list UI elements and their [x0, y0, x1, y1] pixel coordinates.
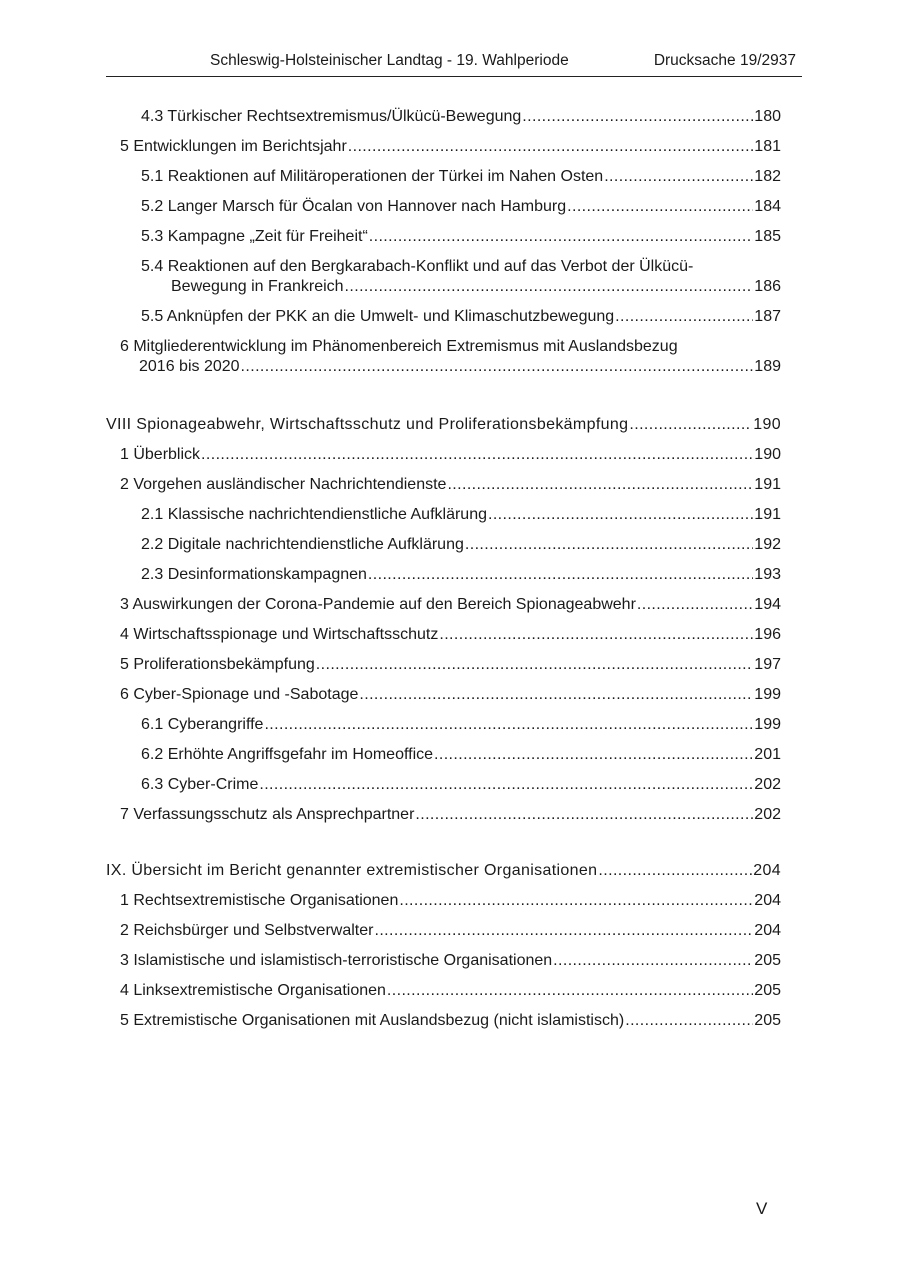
toc-entry-title: 7 Verfassungsschutz als Ansprechpartner	[120, 806, 415, 823]
page-header	[106, 52, 802, 74]
toc-entry-page: 204	[754, 922, 781, 939]
toc-entry-page: 196	[754, 626, 781, 643]
toc-leader	[359, 686, 753, 704]
toc-entry-title: 5 Entwicklungen im Berichtsjahr	[120, 138, 347, 155]
toc-entry[interactable]	[120, 982, 781, 1000]
toc-entry-page: 199	[754, 686, 781, 703]
toc-entry[interactable]	[141, 228, 781, 246]
toc-entry[interactable]	[141, 776, 781, 794]
toc-entry[interactable]	[120, 952, 781, 970]
toc-leader	[553, 952, 753, 970]
toc-entry[interactable]	[120, 892, 781, 910]
toc-leader	[316, 656, 754, 674]
toc-entry-title: 6 Cyber-Spionage und -Sabotage	[120, 686, 359, 703]
toc-entry-title: 2016 bis 2020	[139, 358, 240, 375]
toc-leader	[615, 308, 753, 326]
toc-entry[interactable]	[120, 1012, 781, 1030]
toc-entry-title: 6.2 Erhöhte Angriffsgefahr im Homeoffice	[141, 746, 434, 763]
toc-entry-page: 204	[753, 862, 781, 879]
toc-leader	[348, 138, 754, 156]
toc-entry-page: 205	[754, 982, 781, 999]
toc-entry[interactable]	[141, 536, 781, 554]
toc-entry-page: 194	[754, 596, 781, 613]
toc-entry-title: 2.3 Desinformationskampagnen	[141, 566, 367, 583]
toc-entry-page: 180	[754, 108, 781, 125]
toc-entry-page: 199	[754, 716, 781, 733]
toc-entry[interactable]	[120, 806, 781, 824]
toc-entry-title: 5.1 Reaktionen auf Militäroperationen der Türkei im Nahen Osten	[141, 168, 604, 185]
toc-entry-title: 4.3 Türkischer Rechtsextremismus/Ülkücü-Bewegung	[141, 108, 522, 125]
toc-entry[interactable]	[141, 168, 781, 186]
toc-leader	[488, 506, 753, 524]
toc-entry-page: 202	[754, 806, 781, 823]
toc-entry-page: 201	[754, 746, 781, 763]
toc-entry-page: 202	[754, 776, 781, 793]
toc-entry-title: 5 Proliferationsbekämpfung	[120, 656, 315, 673]
toc-entry[interactable]	[120, 138, 781, 156]
toc-leader	[522, 108, 753, 126]
toc-entry-title: 6.3 Cyber-Crime	[141, 776, 259, 793]
toc-leader	[465, 536, 753, 554]
toc-entry[interactable]	[120, 626, 781, 644]
toc-entry[interactable]	[171, 278, 781, 296]
toc-leader	[637, 596, 753, 614]
toc-entry-page: 187	[754, 308, 781, 325]
toc-entry-title: 2.1 Klassische nachrichtendienstliche Aufklärung	[141, 506, 487, 523]
toc-entry-title: 3 Islamistische und islamistisch-terroristische Organisationen	[120, 952, 553, 969]
toc-entry[interactable]	[120, 446, 781, 464]
toc-entry-page: 182	[754, 168, 781, 185]
toc-entry-title: 4 Linksextremistische Organisationen	[120, 982, 386, 999]
toc-entry-title: 1 Rechtsextremistische Organisationen	[120, 892, 399, 909]
toc-leader	[604, 168, 753, 186]
toc-leader	[369, 228, 754, 246]
toc-entry[interactable]	[120, 922, 781, 940]
toc-entry[interactable]	[141, 308, 781, 326]
toc-entry-title: 3 Auswirkungen der Corona-Pandemie auf den Bereich Spionageabwehr	[120, 596, 636, 613]
toc-leader	[374, 922, 753, 940]
toc-entry-page: 191	[754, 506, 781, 523]
toc-entry-page: 181	[754, 138, 781, 155]
toc-entry-title: 5.2 Langer Marsch für Öcalan von Hannover nach Hamburg	[141, 198, 567, 215]
header-doc-number: Drucksache 19/2937	[653, 52, 796, 69]
page-number: V	[756, 1199, 768, 1218]
toc-leader	[447, 476, 753, 494]
toc-leader	[201, 446, 753, 464]
toc-chapter[interactable]	[106, 862, 781, 880]
toc-entry-title: 2 Reichsbürger und Selbstverwalter	[120, 922, 374, 939]
toc-entry[interactable]	[141, 198, 781, 216]
toc-entry-title: 5.5 Anknüpfen der PKK an die Umwelt- und Klimaschutzbewegung	[141, 308, 615, 325]
toc-leader	[241, 358, 754, 376]
toc-entry-page: 205	[754, 1012, 781, 1029]
toc-entry-page: 190	[753, 416, 781, 433]
toc-entry-title-line1[interactable]: 6 Mitgliederentwicklung im Phänomenbereich Extremismus mit Auslandsbezug	[120, 338, 678, 355]
toc-entry-title-line1[interactable]: 5.4 Reaktionen auf den Bergkarabach-Konflikt und auf das Verbot der Ülkücü-	[141, 258, 694, 275]
toc-leader	[439, 626, 753, 644]
toc-leader	[625, 1012, 753, 1030]
toc-entry-title: 6.1 Cyberangriffe	[141, 716, 264, 733]
toc-entry[interactable]	[120, 686, 781, 704]
toc-entry[interactable]	[120, 476, 781, 494]
toc-entry[interactable]	[141, 506, 781, 524]
toc-chapter[interactable]	[106, 416, 781, 434]
toc-entry-page: 186	[754, 278, 781, 295]
toc-entry-page: 184	[754, 198, 781, 215]
toc-entry[interactable]	[141, 566, 781, 584]
toc-entry-page: 204	[754, 892, 781, 909]
toc-leader	[629, 416, 752, 434]
toc-entry-page: 192	[754, 536, 781, 553]
toc-entry[interactable]	[141, 716, 781, 734]
toc-entry[interactable]	[141, 746, 781, 764]
toc-entry-title: 1 Überblick	[120, 446, 201, 463]
toc-entry-title: 5 Extremistische Organisationen mit Auslandsbezug (nicht islamistisch)	[120, 1012, 625, 1029]
toc-entry-title: 5.3 Kampagne „Zeit für Freiheit“	[141, 228, 368, 245]
toc-leader	[259, 776, 753, 794]
toc-entry-page: 190	[754, 446, 781, 463]
toc-leader	[368, 566, 753, 584]
toc-entry-title: 2.2 Digitale nachrichtendienstliche Aufklärung	[141, 536, 464, 553]
toc-entry[interactable]	[120, 656, 781, 674]
toc-entry-page: 191	[754, 476, 781, 493]
header-rule	[106, 76, 802, 77]
toc-entry-title: Bewegung in Frankreich	[171, 278, 344, 295]
toc-entry[interactable]	[139, 358, 781, 376]
toc-entry-page: 185	[754, 228, 781, 245]
toc-entry-page: 193	[754, 566, 781, 583]
toc-entry[interactable]	[141, 108, 781, 126]
toc-leader	[598, 862, 752, 880]
toc-entry-page: 197	[754, 656, 781, 673]
toc-chapter-title: IX. Übersicht im Bericht genannter extremistischer Organisationen	[106, 862, 598, 879]
toc-leader	[345, 278, 754, 296]
toc-leader	[567, 198, 753, 216]
toc-entry-title: 2 Vorgehen ausländischer Nachrichtendienste	[120, 476, 447, 493]
toc-entry-page: 205	[754, 952, 781, 969]
toc-entry-page: 189	[754, 358, 781, 375]
toc-entry[interactable]	[120, 596, 781, 614]
toc-leader	[415, 806, 753, 824]
toc-leader	[399, 892, 753, 910]
header-title: Schleswig-Holsteinischer Landtag - 19. Wahlperiode	[210, 52, 569, 69]
toc-entry-title: 4 Wirtschaftsspionage und Wirtschaftsschutz	[120, 626, 439, 643]
toc-chapter-title: VIII Spionageabwehr, Wirtschaftsschutz und Proliferationsbekämpfung	[106, 416, 629, 433]
toc-leader	[434, 746, 753, 764]
toc-leader	[387, 982, 753, 1000]
toc-leader	[264, 716, 753, 734]
